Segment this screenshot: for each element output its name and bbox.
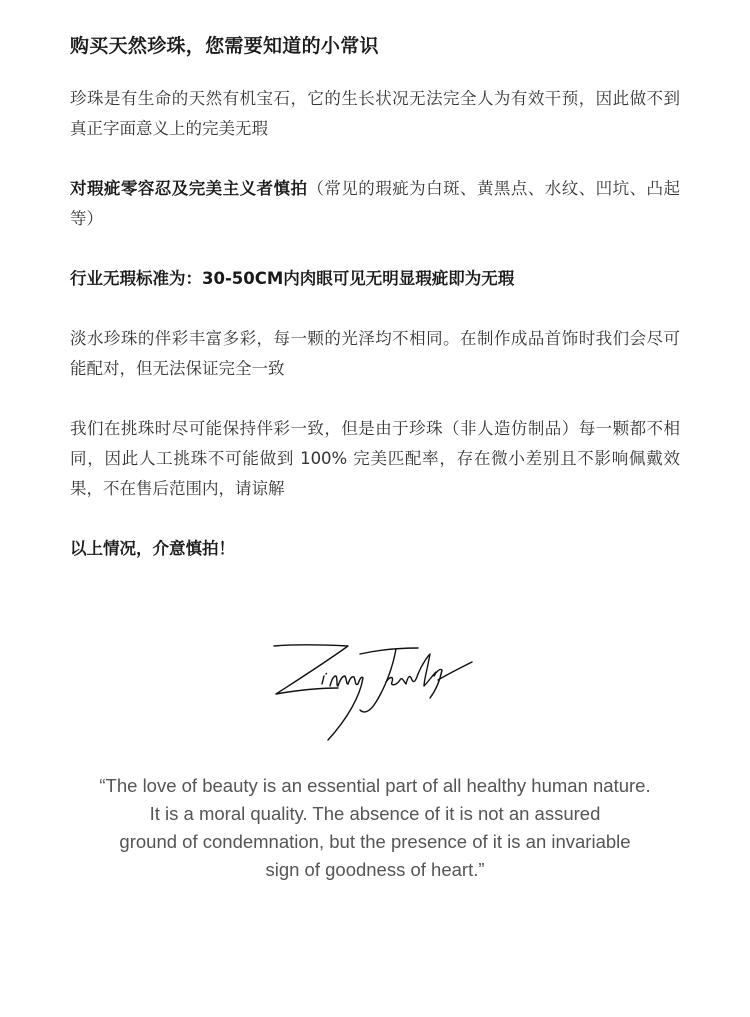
quote-line-3: ground of condemnation, but the presence of it is an invariable <box>119 831 631 852</box>
page-title: 购买天然珍珠，您需要知道的小常识 <box>70 35 379 57</box>
paragraph-overtone-color: 淡水珍珠的伴彩丰富多彩，每一颗的光泽均不相同。在制作成品首饰时我们会尽可能配对，但无法保证完全一致 <box>70 329 680 378</box>
paragraph-final-warning: 以上情况，介意慎拍！ <box>70 539 235 558</box>
paragraph-matching-policy: 我们在挑珠时尽可能保持伴彩一致，但是由于珍珠（非人造仿制品）每一颗都不相同，因此人工挑珠不可能做到 100% 完美匹配率，存在微小差别且不影响佩戴效果，不在售后范围内，请谅解 <box>70 419 680 498</box>
beauty-quote <box>60 772 690 884</box>
quote-line-4: sign of goodness of heart.” <box>265 859 485 880</box>
quote-line-2: It is a moral quality. The absence of it is not an assured <box>149 803 601 824</box>
quote-line-1: “The love of beauty is an essential part of all healthy human nature. <box>99 775 651 796</box>
paragraph-industry-standard: 行业无瑕标准为：30-50CM内肉眼可见无明显瑕疵即为无瑕 <box>70 269 515 288</box>
handwritten-signature-icon <box>268 636 478 748</box>
notice-content <box>70 30 680 594</box>
perfectionist-warning-bold: 对瑕疵零容忍及完美主义者慎拍 <box>70 179 308 198</box>
paragraph-organic-gem: 珍珠是有生命的天然有机宝石，它的生长状况无法完全人为有效干预，因此做不到真正字面意义上的完美无瑕 <box>70 89 680 138</box>
paragraph-perfectionist-warning <box>70 174 680 234</box>
flaw-types-note: （常见的瑕疵为白斑、黄黑点、水纹、凹坑、凸起等） <box>70 179 681 228</box>
